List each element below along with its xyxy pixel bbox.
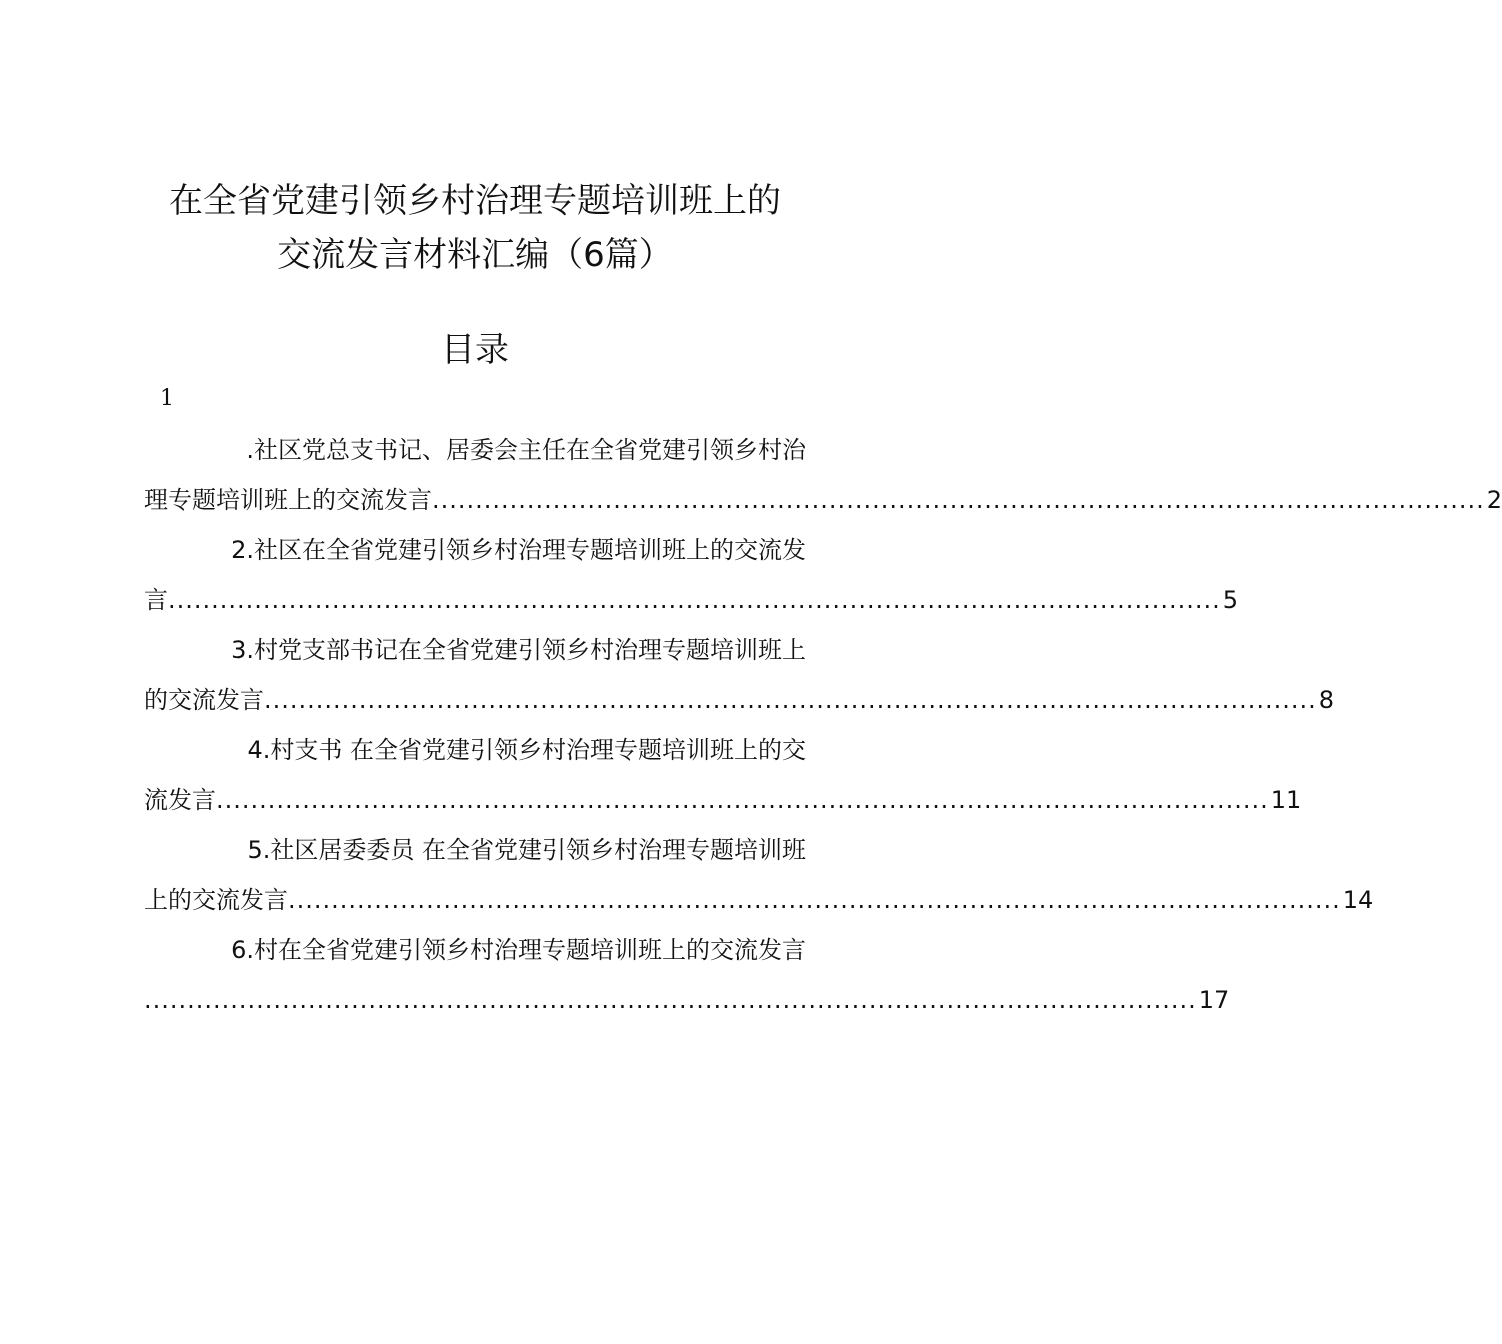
toc-dot-leader: .......................................................................................................................... [288, 886, 1341, 914]
toc-entry [144, 925, 1230, 1025]
toc-entry [144, 525, 1239, 625]
toc-entry-line [144, 975, 1230, 1025]
toc-entry-line [144, 675, 1335, 725]
toc-entry [144, 425, 1502, 525]
toc-entry-title-continued: 的交流发言 [144, 686, 264, 714]
toc-entry [144, 725, 1302, 825]
toc-page-number: 11 [1270, 786, 1302, 814]
toc-entry-title: 6.村在全省党建引领乡村治理专题培训班上的交流发言 [231, 936, 806, 964]
toc-entry-title: 5.社区居委委员 在全省党建引领乡村治理专题培训班 [247, 836, 806, 864]
toc-dot-leader: .......................................................................................................................... [144, 986, 1197, 1014]
toc-page-number: 2 [1486, 486, 1502, 514]
toc-entry [144, 825, 1374, 925]
toc-entry-title: .社区党总支书记、居委会主任在全省党建引领乡村治 [246, 436, 806, 464]
toc-dot-leader: .......................................................................................................................... [432, 486, 1485, 514]
toc-entry-line [144, 575, 1239, 625]
toc-entry-title: 2.社区在全省党建引领乡村治理专题培训班上的交流发 [231, 536, 806, 564]
toc-entry-title: 4.村支书 在全省党建引领乡村治理专题培训班上的交 [247, 736, 806, 764]
toc-dot-leader: .......................................................................................................................... [168, 586, 1221, 614]
document-title [0, 174, 950, 282]
toc-page-number: 5 [1222, 586, 1239, 614]
toc-page-number: 17 [1198, 986, 1230, 1014]
toc-dot-leader: .......................................................................................................................... [264, 686, 1317, 714]
document-title-line-1: 在全省党建引领乡村治理专题培训班上的 [169, 181, 781, 221]
list-marker: 1 [160, 386, 174, 411]
toc-entry-line [144, 475, 1502, 525]
toc-entry-line [144, 775, 1302, 825]
toc-page-number: 8 [1318, 686, 1335, 714]
document-title-line-2: 交流发言材料汇编（6篇） [277, 235, 673, 275]
toc-entry-line [144, 875, 1374, 925]
toc-page-number: 14 [1342, 886, 1374, 914]
toc-entry-title-continued: 流发言 [144, 786, 216, 814]
toc-entry-title-continued: 上的交流发言 [144, 886, 288, 914]
toc-entry-title-continued: 理专题培训班上的交流发言 [144, 486, 432, 514]
toc-heading: 目录 [441, 330, 509, 370]
toc-entry [144, 625, 1335, 725]
toc-entry-title-continued: 言 [144, 586, 168, 614]
toc-dot-leader: .......................................................................................................................... [216, 786, 1269, 814]
toc-entry-title: 3.村党支部书记在全省党建引领乡村治理专题培训班上 [231, 636, 806, 664]
table-of-contents [144, 425, 1502, 1025]
